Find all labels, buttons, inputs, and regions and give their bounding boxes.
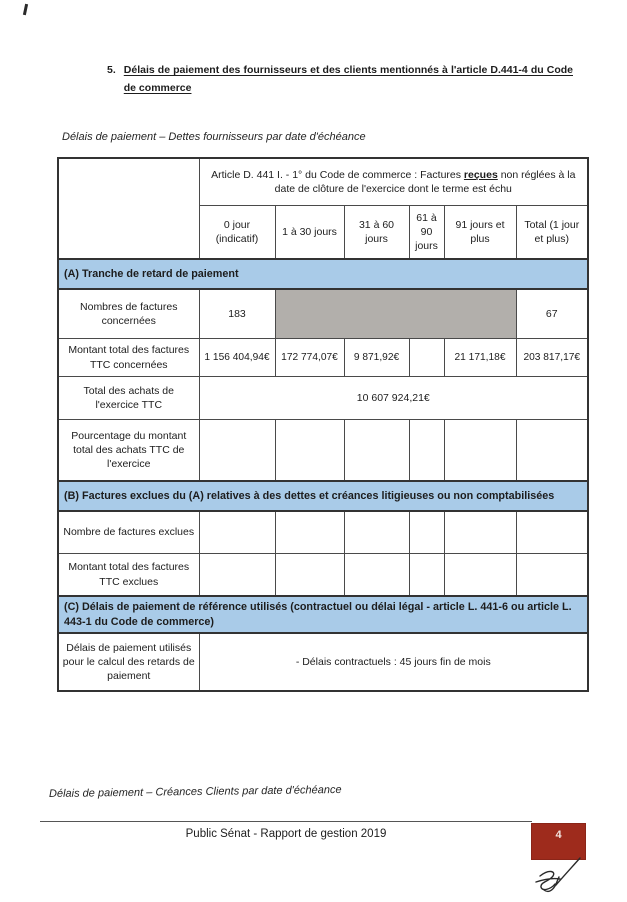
cell-value: 172 774,07€ bbox=[275, 339, 344, 377]
cell-value: 21 171,18€ bbox=[444, 339, 516, 377]
table-row bbox=[58, 339, 588, 377]
section-b-header-row bbox=[58, 481, 588, 511]
section-c-title: (C) Délais de paiement de référence utilisés (contractuel ou délai légal - article L. 441-6 ou article L. 443-1 du Code de commerce) bbox=[58, 596, 588, 633]
cell-value: 183 bbox=[199, 289, 275, 339]
column-header-61-90: 61 à 90 jours bbox=[409, 206, 444, 260]
table-row bbox=[58, 289, 588, 339]
section-heading bbox=[107, 62, 573, 98]
row-label: Nombre de factures exclues bbox=[58, 511, 199, 554]
heading-number: 5. bbox=[107, 64, 116, 76]
column-header-1-30: 1 à 30 jours bbox=[275, 206, 344, 260]
row-label: Nombres de factures concernées bbox=[58, 289, 199, 339]
section-a-header-row bbox=[58, 259, 588, 289]
article-text-emphasis: reçues bbox=[463, 168, 498, 181]
empty-cell bbox=[344, 420, 409, 482]
caption-clients: Délais de paiement – Créances Clients par date d'échéance bbox=[48, 783, 342, 801]
empty-cell bbox=[199, 511, 275, 554]
row-label: Pourcentage du montant total des achats TTC de l'exercice bbox=[58, 420, 199, 482]
section-c-header-row bbox=[58, 596, 588, 633]
column-header-31-60: 31 à 60 jours bbox=[344, 206, 409, 260]
empty-cell bbox=[275, 511, 344, 554]
empty-cell bbox=[409, 511, 444, 554]
cell-value bbox=[409, 339, 444, 377]
cell-value: 67 bbox=[516, 289, 588, 339]
table-corner-cell bbox=[58, 158, 199, 259]
footer-divider bbox=[40, 821, 532, 822]
section-a-title: (A) Tranche de retard de paiement bbox=[58, 259, 588, 289]
empty-cell bbox=[199, 420, 275, 482]
page-number: 4 bbox=[555, 829, 562, 841]
cell-value: 9 871,92€ bbox=[344, 339, 409, 377]
table-row bbox=[58, 420, 588, 482]
article-text-suffix: non réglées à la date de clôture de l'exercice dont le terme est échu bbox=[274, 168, 576, 195]
cell-value: - Délais contractuels : 45 jours fin de mois bbox=[199, 633, 588, 691]
row-label: Total des achats de l'exercice TTC bbox=[58, 377, 199, 420]
row-label: Montant total des factures TTC concernées bbox=[58, 339, 199, 377]
column-header-91-plus: 91 jours et plus bbox=[444, 206, 516, 260]
signature-icon bbox=[531, 854, 587, 900]
heading-title: Délais de paiement des fournisseurs et des clients mentionnés à l'article D.441-4 du Code de commerce bbox=[123, 64, 573, 94]
empty-cell bbox=[516, 511, 588, 554]
empty-cell bbox=[344, 511, 409, 554]
empty-cell bbox=[444, 554, 516, 597]
empty-cell bbox=[516, 420, 588, 482]
cell-value: 10 607 924,21€ bbox=[199, 377, 588, 420]
column-header-total: Total (1 jour et plus) bbox=[516, 206, 588, 260]
empty-cell bbox=[409, 420, 444, 482]
table-row bbox=[58, 158, 588, 206]
caption-suppliers: Délais de paiement – Dettes fournisseurs par date d'échéance bbox=[62, 131, 366, 143]
empty-cell bbox=[275, 420, 344, 482]
footer-text: Public Sénat - Rapport de gestion 2019 bbox=[185, 828, 387, 840]
table-row bbox=[58, 377, 588, 420]
article-text-prefix: Article D. 441 I. - 1° du Code de commerce : Factures bbox=[211, 168, 464, 181]
article-header-cell bbox=[199, 158, 588, 206]
empty-cell bbox=[409, 554, 444, 597]
section-b-title: (B) Factures exclues du (A) relatives à des dettes et créances litigieuses ou non comptabilisées bbox=[58, 481, 588, 511]
cell-value: 203 817,17€ bbox=[516, 339, 588, 377]
row-label: Montant total des factures TTC exclues bbox=[58, 554, 199, 597]
redacted-cell bbox=[275, 289, 516, 339]
cell-value: 1 156 404,94€ bbox=[199, 339, 275, 377]
empty-cell bbox=[444, 420, 516, 482]
table-row bbox=[58, 633, 588, 691]
empty-cell bbox=[516, 554, 588, 597]
empty-cell bbox=[199, 554, 275, 597]
row-label: Délais de paiement utilisés pour le calcul des retards de paiement bbox=[58, 633, 199, 691]
column-header-0-jour: 0 jour (indicatif) bbox=[199, 206, 275, 260]
scan-artifact bbox=[23, 4, 28, 15]
table-row bbox=[58, 554, 588, 597]
empty-cell bbox=[275, 554, 344, 597]
empty-cell bbox=[444, 511, 516, 554]
payment-delays-table bbox=[57, 157, 589, 692]
table-row bbox=[58, 511, 588, 554]
empty-cell bbox=[344, 554, 409, 597]
